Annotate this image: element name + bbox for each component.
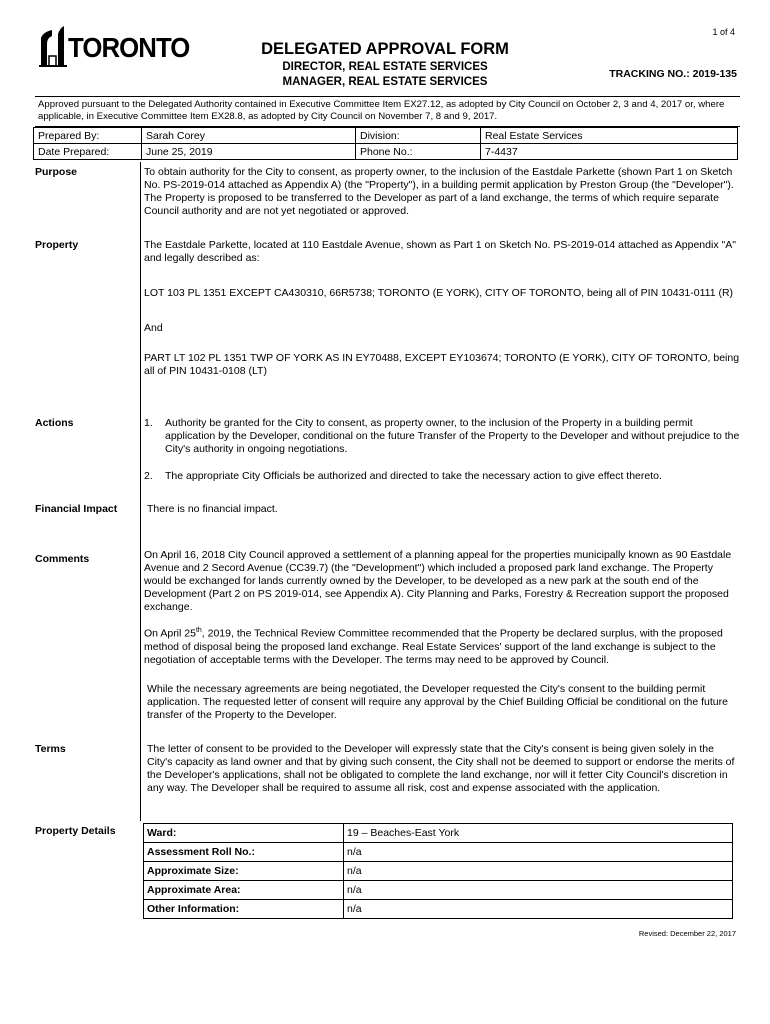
terms-label: Terms — [35, 743, 66, 755]
date-prepared-value: June 25, 2019 — [141, 143, 356, 160]
detail-value-ward: 19 – Beaches-East York — [344, 824, 733, 843]
table-row — [144, 881, 733, 900]
comments-para-2-start: On April 25 — [144, 627, 196, 640]
table-row — [144, 862, 733, 881]
prepared-by-label: Prepared By: — [33, 127, 142, 144]
toronto-logo — [38, 24, 190, 70]
subtitle-line-2: MANAGER, REAL ESTATE SERVICES — [282, 76, 488, 88]
comments-para-2 — [144, 624, 740, 667]
detail-value-approx-size: n/a — [344, 862, 733, 881]
detail-key-ward: Ward: — [144, 824, 344, 843]
property-para-2: LOT 103 PL 1351 EXCEPT CA430310, 66R5738; TORONTO (E YORK), CITY OF TORONTO, being all of PIN 10431-0111 (R) — [144, 287, 734, 299]
logo-wordmark: TORONTO — [68, 32, 190, 63]
terms-text: The letter of consent to be provided to the Developer will expressly state that the City's consent is being given solely in the City's capacity as land owner and that by giving such consent, the City shall not be deemed to support or endorse the merits of the Developer's applications, shall not be obligated to complete the land exchange, nor will it fetter City Council's discretion in any way. The Developer shall be required to assume all risk, cost and expense associated with the application. — [147, 743, 735, 794]
detail-value-assessment-roll: n/a — [344, 843, 733, 862]
action-text-1: Authority be granted for the City to consent, as property owner, to the inclusion of the Property in a building permit application by the Developer, conditional on the future Transfer of the Property to the Developer and without prejudice to the City's authority in ongoing negotiations. — [165, 417, 740, 455]
property-para-4: PART LT 102 PL 1351 TWP OF YORK AS IN EY70488, EXCEPT EY103674; TORONTO (E YORK), CITY OF TORONTO, being all of PIN 10431-0108 (LT) — [144, 352, 740, 377]
division-value: Real Estate Services — [480, 127, 738, 144]
comments-para-1: On April 16, 2018 City Council approved a settlement of a planning appeal for the properties municipally known as 90 Eastdale Avenue and 2 Secord Avenue (CC39.7) (the "Development") which included a proposed park land exchange. The Property would be exchanged for lands currently owned by the Developer, to be developed as a new park at the south end of the Development (Part 2 on PS 2019-014, see Appendix A). City Planning and Parks, Forestry & Recreation support the proposed exchange. — [144, 549, 732, 613]
financial-impact-label: Financial Impact — [35, 503, 118, 515]
info-grid — [33, 127, 740, 159]
form-title: DELEGATED APPROVAL FORM — [261, 40, 509, 58]
division-label: Division: — [355, 127, 481, 144]
property-body — [144, 239, 740, 378]
comments-para-2-rest: , 2019, the Technical Review Committee recommended that the Property be declared surplus, with the proposed method of disposal being the proposed land exchange. Real Estate Services' support of the land exchange is subject to the negotiation of acceptable terms with the Developer. The terms may need to be approved by Council. — [144, 627, 723, 666]
action-item-2 — [144, 470, 740, 483]
comments-para-2-sup: th — [195, 627, 202, 634]
action-number-1: 1. — [144, 417, 153, 429]
action-item-1 — [144, 417, 740, 456]
detail-key-approx-area: Approximate Area: — [144, 881, 344, 900]
comments-para-3: While the necessary agreements are being negotiated, the Developer requested the City's consent to the building permit application. The requested letter of consent will require any approval by the Chief Building Official be conditional on the future transfer of the Property to the Developer. — [147, 682, 728, 721]
date-prepared-label: Date Prepared: — [33, 143, 142, 160]
financial-impact-text: There is no financial impact. — [147, 503, 278, 515]
property-para-1: The Eastdale Parkette, located at 110 Eastdale Avenue, shown as Part 1 on Sketch No. PS-2019-014 attached as Appendix "A" and legally described as: — [144, 239, 736, 264]
subtitle-line-1: DIRECTOR, REAL ESTATE SERVICES — [282, 61, 488, 73]
actions-label: Actions — [35, 417, 74, 429]
action-text-2: The appropriate City Officials be authorized and directed to take the necessary action to give effect thereto. — [165, 470, 662, 482]
action-number-2: 2. — [144, 470, 153, 482]
phone-value: 7-4437 — [480, 143, 738, 160]
property-details-label: Property Details — [35, 825, 116, 837]
table-row — [144, 824, 733, 843]
purpose-label: Purpose — [35, 166, 78, 178]
detail-key-approx-size: Approximate Size: — [144, 862, 344, 881]
tracking-number: TRACKING NO.: 2019-135 — [609, 68, 737, 80]
detail-value-other-info: n/a — [344, 900, 733, 919]
detail-key-other-info: Other Information: — [144, 900, 344, 919]
comments-label: Comments — [35, 553, 90, 565]
detail-value-approx-area: n/a — [344, 881, 733, 900]
section-divider — [140, 162, 141, 821]
comments-body — [144, 549, 740, 722]
info-row-prepared — [33, 127, 740, 143]
property-details-table — [143, 823, 733, 919]
info-row-date — [33, 143, 740, 159]
property-label: Property — [35, 239, 79, 251]
property-para-3: And — [144, 322, 163, 334]
revised-date: Revised: December 22, 2017 — [638, 929, 736, 938]
purpose-text: To obtain authority for the City to consent, as property owner, to the inclusion of the Eastdale Parkette (shown Part 1 on Sketch No. PS-2019-014 attached as Appendix A) (the "Property"), in a building permit application by Preston Group (the "Developer"). The Property is proposed to be transferred to the Developer as part of a land exchange, the terms of which require separate Council authority and are not yet negotiated or approved. — [144, 166, 734, 217]
prepared-by-value: Sarah Corey — [141, 127, 356, 144]
table-row — [144, 900, 733, 919]
form-subtitle — [190, 60, 580, 90]
phone-label: Phone No.: — [355, 143, 481, 160]
detail-key-assessment-roll: Assessment Roll No.: — [144, 843, 344, 862]
page-number: 1 of 4 — [712, 27, 735, 37]
actions-body — [144, 417, 740, 483]
approval-statement: Approved pursuant to the Delegated Authority contained in Executive Committee Item EX27.12, as adopted by City Council on October 2, 3 and 4, 2017 or, where applicable, in Executive Committee Item EX28.8, as adopted by City Council on November 7, 8 and 9, 2017. — [35, 96, 740, 127]
table-row — [144, 843, 733, 862]
